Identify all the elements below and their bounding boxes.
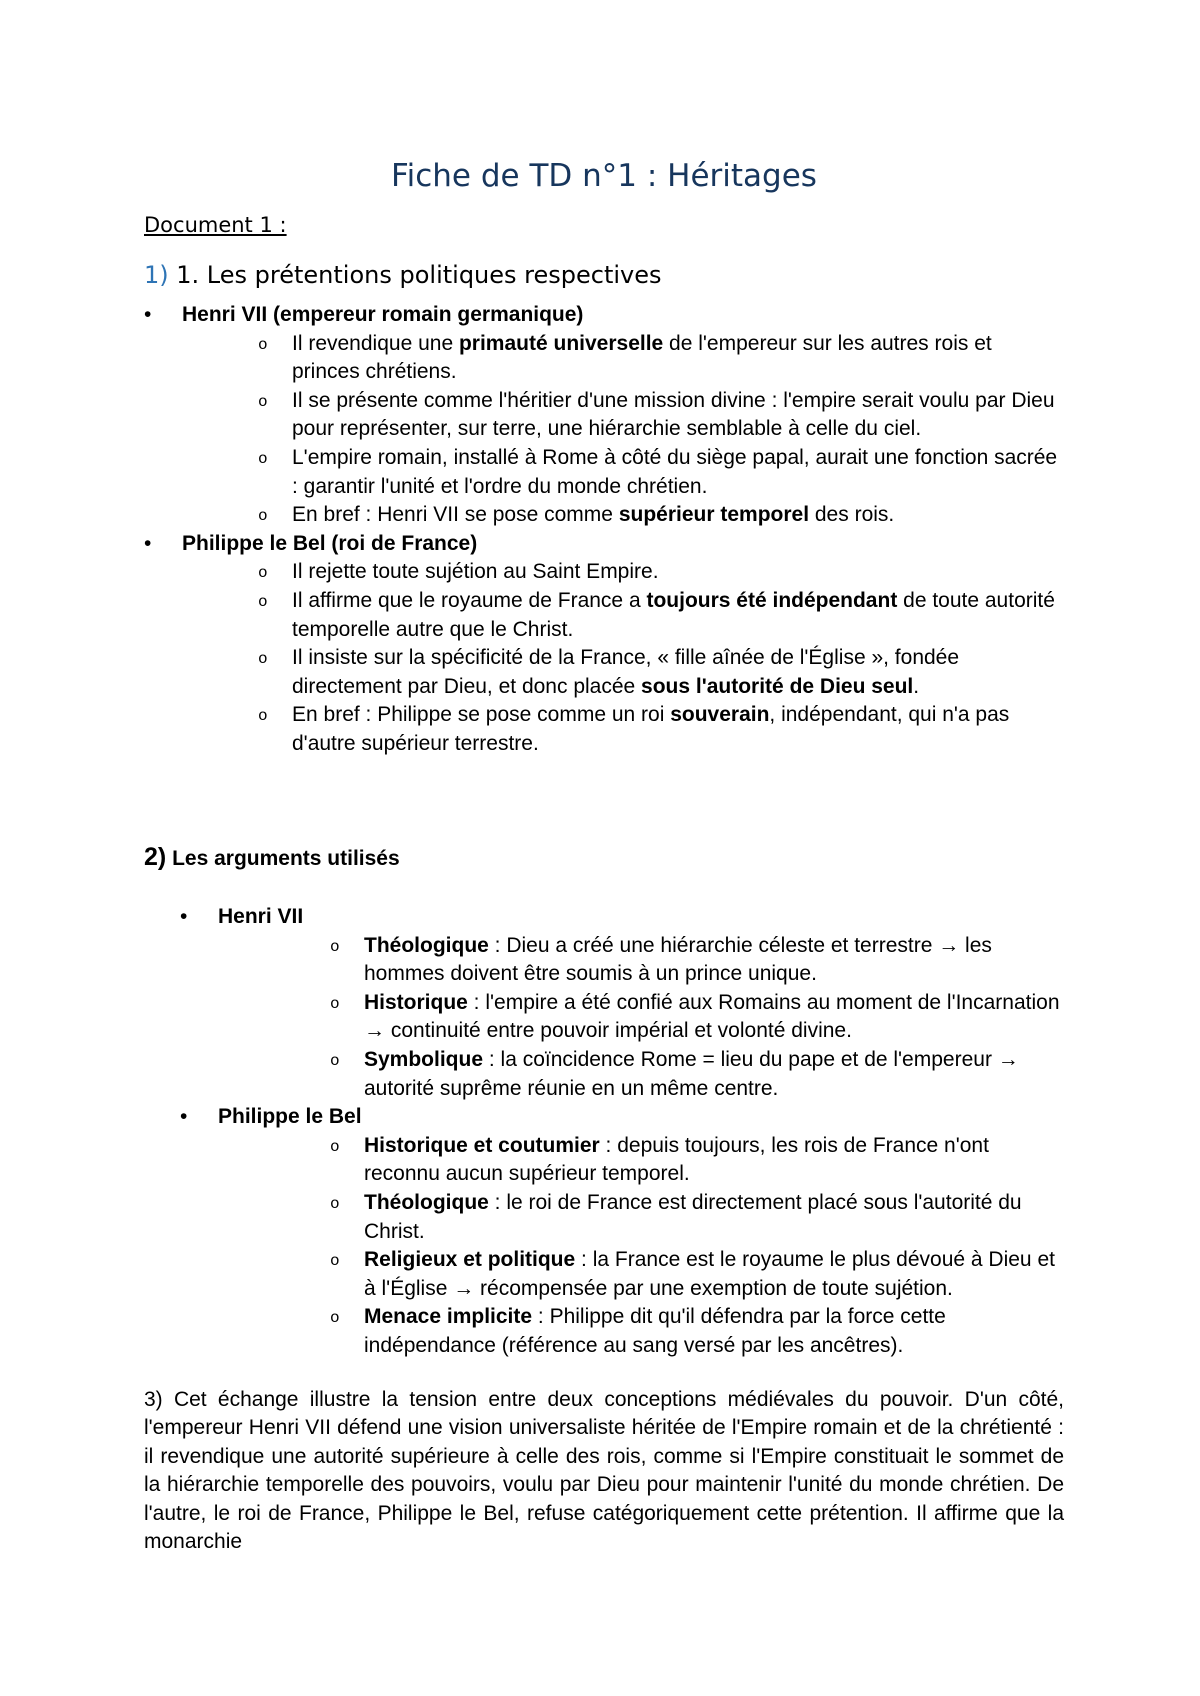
section1-heading [144, 258, 662, 292]
sub-item: o Il se présente comme l'héritier d'une mission divine : l'empire serait voulu par Dieu pour représenter, sur terre, une hiérarchie semblable à celle du ciel. [182, 387, 1064, 444]
sub-item: o Il affirme que le royaume de France a toujours été indépendant de toute autorité temporelle autre que le Christ. [182, 587, 1064, 644]
sub-item: o Théologique : le roi de France est directement placé sous l'autorité du Christ. [218, 1189, 1064, 1246]
sub-item: o Religieux et politique : la France est le royaume le plus dévoué à Dieu et à l'Église → récompensée par une exemption de toute sujétion. [218, 1246, 1064, 1303]
sub-item: o L'empire romain, installé à Rome à côté du siège papal, aurait une fonction sacrée : garantir l'unité et l'ordre du monde chrétien. [182, 444, 1064, 501]
henri-heading: Henri VII (empereur romain germanique) [182, 303, 584, 326]
section2-heading [144, 842, 400, 874]
sub-item: o Historique et coutumier : depuis toujours, les rois de France n'ont reconnu aucun supérieur temporel. [218, 1132, 1064, 1189]
henri-args-heading: Henri VII [218, 905, 304, 928]
sub-item: o Il revendique une primauté universelle de l'empereur sur les autres rois et princes chrétiens. [182, 330, 1064, 387]
sub-item: o En bref : Henri VII se pose comme supérieur temporel des rois. [182, 501, 1064, 530]
sub-item: o Il insiste sur la spécificité de la France, « fille aînée de l'Église », fondée directement par Dieu, et donc placée sous l'autorité de Dieu seul. [182, 644, 1064, 701]
section2-number: 2) [144, 843, 167, 871]
sub-item: o Il rejette toute sujétion au Saint Empire. [182, 558, 1064, 587]
document-label: Document 1 : [144, 213, 287, 237]
section1-list [144, 301, 1064, 759]
list-item-henri-args [144, 903, 1064, 1103]
section1-title: 1. Les prétentions politiques respectives [176, 261, 662, 289]
sub-item: o En bref : Philippe se pose comme un roi souverain, indépendant, qui n'a pas d'autre supérieur terrestre. [182, 701, 1064, 758]
sub-item: o Symbolique : la coïncidence Rome = lieu du pape et de l'empereur → autorité suprême réunie en un même centre. [218, 1046, 1064, 1103]
section3-paragraph: 3) Cet échange illustre la tension entre deux conceptions médiévales du pouvoir. D'un côté, l'empereur Henri VII défend une vision universaliste héritée de l'Empire romain et de la chrétienté : il revendique une autorité supérieure à celle des rois, comme si l'Empire constituait le sommet de la hiérarchie temporelle des pouvoirs, voulu par Dieu pour maintenir l'unité du monde chrétien. De l'autre, le roi de France, Philippe le Bel, refuse catégoriquement cette prétention. Il affirme que la monarchie [144, 1388, 1064, 1554]
list-item-philippe [144, 530, 1064, 759]
page-title: Fiche de TD n°1 : Héritages [391, 158, 817, 194]
sub-item: o Historique : l'empire a été confié aux Romains au moment de l'Incarnation → continuité entre pouvoir impérial et volonté divine. [218, 989, 1064, 1046]
sub-item: o Théologique : Dieu a créé une hiérarchie céleste et terrestre → les hommes doivent être soumis à un prince unique. [218, 932, 1064, 989]
section2-list [144, 903, 1064, 1361]
sub-item: o Menace implicite : Philippe dit qu'il défendra par la force cette indépendance (référence au sang versé par les ancêtres). [218, 1303, 1064, 1360]
philippe-args-heading: Philippe le Bel [218, 1105, 362, 1129]
philippe-heading: Philippe le Bel (roi de France) [182, 531, 478, 555]
list-item-philippe-args [144, 1103, 1064, 1360]
list-item-henri [144, 301, 1064, 530]
section1-number: 1) [144, 261, 169, 289]
section2-title: Les arguments utilisés [166, 847, 400, 870]
